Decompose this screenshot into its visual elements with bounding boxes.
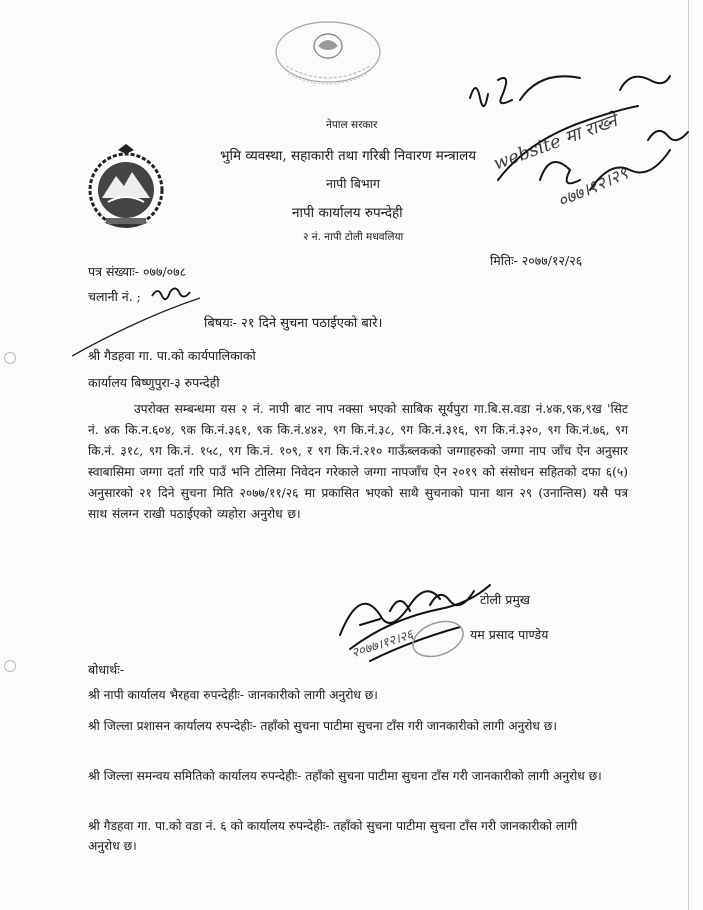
letter-body: उपरोक्त सम्बन्धमा यस २ नं. नापी बाट नाप नक्सा भएको साबिक सूर्यपुरा गा.बि.स.वडा नं.४क,९क,९ख 'सिट नं. ४क कि.न.६०४, ९क कि.नं.३६१, ९क कि.नं.४४२, ९ग कि.नं.३८, ९ग कि.नं.३१६, ९ग कि.नं.३२०, ९ग कि.नं.७६, ९ग कि.नं. ३१८, ९ग कि.नं. १५८, ९ग कि.नं. १०९, र ९ग कि.नं.२१० गाऊँब्लकको जग्गाहरुको जग्गा नाप जाँच ऐन अनुसार स्वाबासिमा जग्गा दर्ता गरि पाउँ भनि टोलिमा निवेदन गरेकाले जग्गा नापजाँच ऐन २०१९ को संसोधन सहितको दफा ६(५) अनुसारको २१ दिने सुचना मिति २०७७/११/२६ मा प्रकासित भएको साथै सुचनाको पाना थान २९ (उनान्तिस) यसै पत्र साथ संलग्न राखी पठाईएको व्यहोरा अनुरोध छ। (88, 402, 628, 521)
department-name: नापी बिभाग (326, 176, 380, 191)
cc-item-1: श्री नापी कार्यालय भैरहवा रुपन्देहीः- जानकारीको लागी अनुरोध छ। (88, 688, 378, 702)
punch-hole-top (4, 352, 16, 364)
handwritten-note-website: website मा राख्ने (490, 110, 620, 175)
cc-item-2: श्री जिल्ला प्रशासन कार्यालय रुपन्देहीः- तहाँको सुचना पाटीमा सुचना टाँस गरी जानकारीको लागी अनुरोध छ। (88, 719, 557, 733)
government-label: नेपाल सरकार (326, 119, 378, 131)
signatory-title: टोली प्रमुख (480, 592, 531, 607)
received-stamp-icon (268, 16, 388, 96)
handwritten-note-date: ०७७।१२।२९ (554, 163, 632, 213)
signature-date: २०७७।१२।२६ (349, 627, 416, 662)
cc-item-3: श्री जिल्ला समन्वय समितिको कार्यालय रुपन्देहीः- तहाँको सुचना पाटीमा सुचना टाँस गरी जानकारीको लागी अनुरोध छ। (88, 769, 602, 783)
ministry-name: भुमि व्यवस्था, सहाकारी तथा गरिबी निवारण मन्त्रालय (220, 148, 477, 164)
team-name: २ नं. नापी टोली मधवलिया (303, 231, 404, 243)
cc-heading: बोधार्थः- (88, 662, 125, 677)
cc-item-4: श्री गैडहवा गा. पा.को वडा नं. ६ को कार्यालय रुपन्देहीः- तहाँको सुचना पाटीमा सुचना टाँस गरी जानकारीको लागी अनुरोध छ। (88, 819, 578, 853)
office-name: नापी कार्यालय रुपन्देही (292, 205, 403, 221)
letter-number: पत्र संख्याः- ०७७/०७८ (88, 264, 187, 279)
dispatch-number: चलानी नं. ; (88, 289, 141, 304)
signatory-name: यम प्रसाद पाण्डेय (470, 627, 549, 642)
letter-subject: बिषयः- २१ दिने सुचना पठाईएको बारे। (204, 316, 383, 331)
recipient-line-1: श्री गैडहवा गा. पा.को कार्यपालिकाको (88, 348, 256, 363)
letter-date: मितिः- २०७७/१२/२६ (490, 253, 583, 268)
nepal-emblem-icon (78, 140, 174, 236)
punch-hole-bottom (4, 660, 16, 672)
recipient-line-2: कार्यालय बिष्णुपुरा-३ रुपन्देही (88, 375, 220, 390)
